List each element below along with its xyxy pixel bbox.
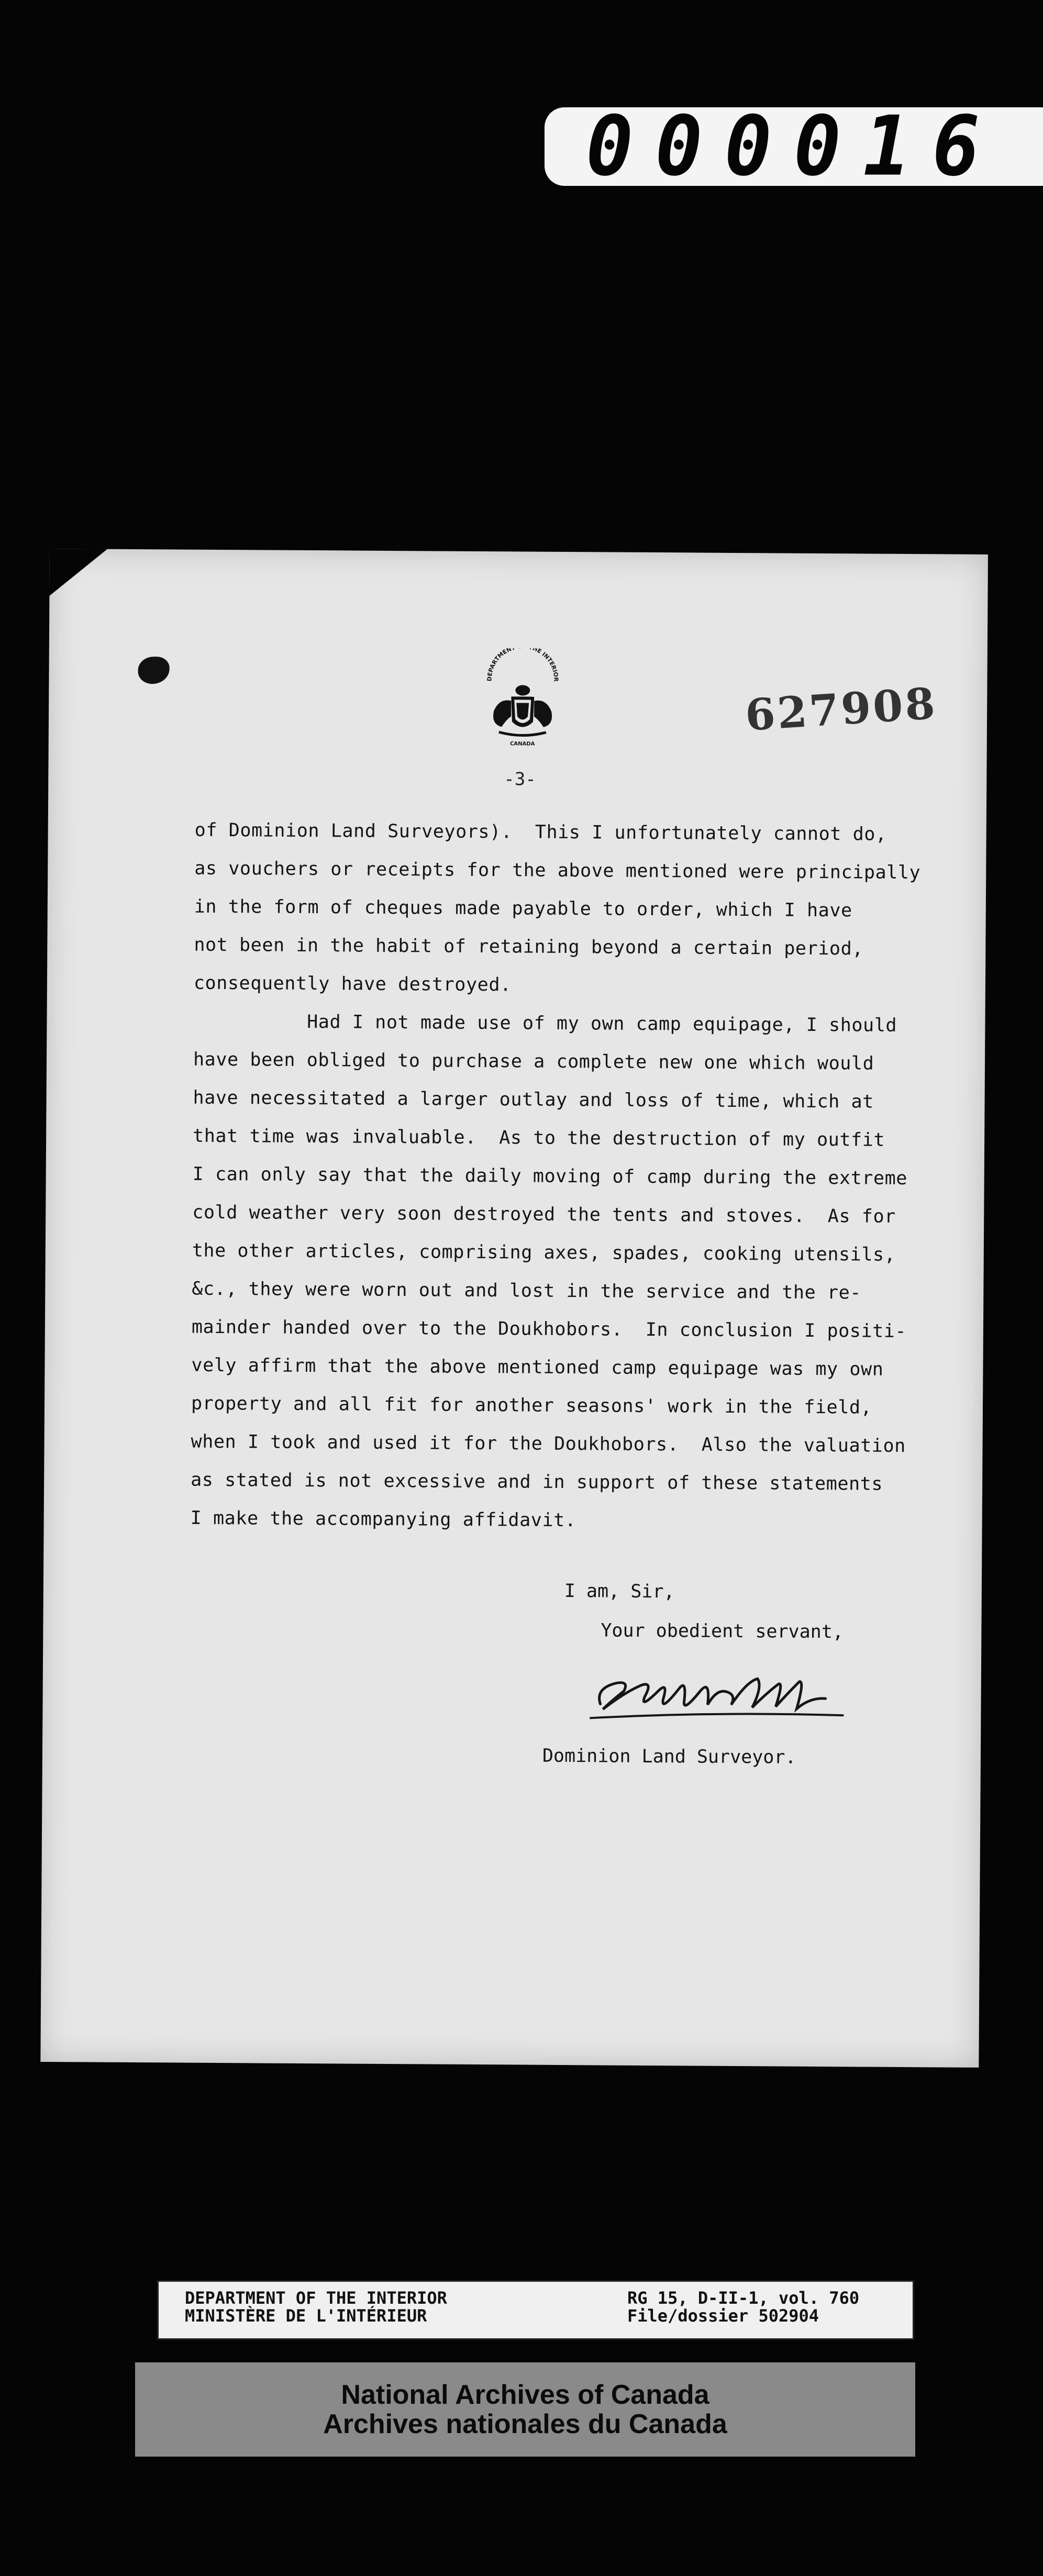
body-line: in the form of cheques made payable to order, which I have <box>194 896 852 921</box>
body-line: I make the accompanying affidavit. <box>190 1507 576 1531</box>
frame-number-strip <box>545 98 1043 195</box>
crest-icon <box>470 648 575 753</box>
punch-hole <box>138 657 169 684</box>
body-line: have necessitated a larger outlay and loss of time, which at <box>193 1087 874 1113</box>
body-line: I can only say that the daily moving of camp during the extreme <box>192 1163 908 1190</box>
archive-name-en: National Archives of Canada <box>341 2380 709 2410</box>
page-fold-corner <box>49 549 107 596</box>
archive-reference-label <box>157 2280 914 2340</box>
letter-body <box>190 812 953 1542</box>
coat-of-arms-crest <box>470 648 575 753</box>
handwritten-signature <box>579 1659 852 1729</box>
body-line: vely affirm that the above mentioned camp equipage was my own <box>191 1354 884 1380</box>
body-line: as stated is not excessive and in support of these statements <box>191 1469 883 1495</box>
body-line: Had I not made use of my own camp equipage, I should <box>193 1011 897 1036</box>
stamp-number: 627908 <box>744 678 939 741</box>
page-number: -3- <box>504 769 536 790</box>
svg-text:DEPARTMENT OF THE INTERIOR <box>486 648 560 682</box>
archive-name-fr: Archives nationales du Canada <box>323 2409 727 2439</box>
closing-sub: Your obedient servant, <box>601 1620 844 1643</box>
frame-number: 000016 <box>586 98 1002 195</box>
body-line: that time was invaluable. As to the destruction of my outfit <box>193 1125 885 1151</box>
closing-salutation: I am, Sir, <box>564 1581 675 1603</box>
crest-text-bottom: CANADA <box>510 741 535 747</box>
body-line: mainder handed over to the Doukhobors. In conclusion I positi- <box>191 1316 907 1342</box>
file-dossier-ref: File/dossier 502904 <box>627 2306 819 2326</box>
body-line: as vouchers or receipts for the above mentioned were principally <box>194 858 921 884</box>
body-line: not been in the habit of retaining beyond a certain period, <box>194 934 864 960</box>
body-line: have been obliged to purchase a complete new one which would <box>193 1049 874 1074</box>
body-line: consequently have destroyed. <box>193 972 512 996</box>
department-fr: MINISTÈRE DE L'INTÉRIEUR <box>185 2306 427 2326</box>
letter-page <box>40 549 988 2068</box>
signatory-title: Dominion Land Surveyor. <box>542 1745 796 1768</box>
crest-text-top: DEPARTMENT THE INTERIOR <box>486 648 560 682</box>
body-line: of Dominion Land Surveyors). This I unfortunately cannot do, <box>194 819 887 845</box>
department-en: DEPARTMENT OF THE INTERIOR <box>185 2288 447 2308</box>
body-line: when I took and used it for the Doukhobors. Also the valuation <box>191 1431 906 1457</box>
archive-banner <box>135 2362 915 2457</box>
body-line: the other articles, comprising axes, spades, cooking utensils, <box>192 1240 896 1265</box>
body-line: &c., they were worn out and lost in the service and the re- <box>192 1278 862 1304</box>
record-group-ref: RG 15, D-II-1, vol. 760 <box>627 2288 860 2308</box>
body-line: property and all fit for another seasons' work in the field, <box>191 1393 872 1418</box>
body-line: cold weather very soon destroyed the tents and stoves. As for <box>192 1202 896 1227</box>
